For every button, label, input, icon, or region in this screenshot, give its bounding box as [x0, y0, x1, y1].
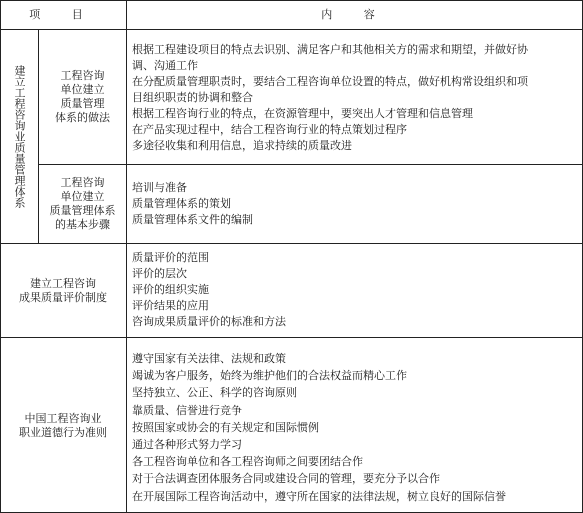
row2-label-line: 工程咨询	[60, 176, 105, 189]
row1-content-line: 根据工程咨询行业的特点，在资源管理中，要突出人才管理和信息管理	[132, 107, 473, 120]
row4-content	[132, 350, 506, 505]
header-content-text: 内 容	[321, 7, 389, 21]
header-item	[0, 0, 126, 29]
row1-label-line: 单位建立	[60, 83, 105, 96]
row4-label	[0, 338, 126, 513]
row1-label-line: 工程咨询	[60, 69, 105, 82]
row4-content-line: 通过各种形式努力学习	[132, 438, 242, 452]
row4-content-line: 靠质量、信誉进行竞争	[132, 403, 242, 417]
row3-label-line: 成果质量评价制度	[19, 290, 107, 304]
row1-label-line: 质量管理	[60, 97, 105, 110]
group1-label-text: 建立工程咨询业质量管理体系	[13, 65, 26, 208]
row2-label-line: 质量管理体系	[49, 204, 116, 217]
row1-label-line: 体系的做法	[55, 111, 110, 124]
row2-content-line: 培训与准备	[132, 181, 187, 194]
row4-content-line: 在开展国际工程咨询活动中，遵守所在国家的法律法规，树立良好的国际信誉	[132, 489, 506, 503]
row4-content-line: 各工程咨询单位和各工程咨询师之间要团结合作	[132, 455, 363, 469]
row3-content-line: 评价的组织实施	[132, 283, 209, 296]
row1-content-line: 根据工程建设项目的特点去识别、满足客户和其他相关方的需求和期望，并做好协	[132, 43, 528, 56]
row4-content-line: 按照国家或协会的有关规定和国际惯例	[132, 420, 319, 434]
row2-content-line: 质量管理体系的策划	[132, 197, 231, 210]
row4-content-line: 对于合法调查团体服务合同或建设合同的管理，要充分予以合作	[132, 472, 440, 486]
group1-label	[0, 30, 38, 243]
row3-content-line: 咨询成果质量评价的标准和方法	[132, 315, 286, 328]
row3-content-line: 评价的层次	[132, 267, 187, 280]
row3-label-line: 建立工程咨询	[30, 276, 96, 290]
row2-label-line: 的基本步骤	[55, 218, 110, 231]
header-item-text: 项 目	[29, 7, 97, 21]
row2-content-line: 质量管理体系文件的编制	[132, 213, 253, 226]
row4-content-line: 遵守国家有关法律、法规和政策	[132, 352, 286, 365]
row2-label	[39, 165, 126, 243]
row1-content-line: 在产品实现过程中，结合工程咨询行业的特点策划过程序	[132, 123, 407, 136]
row4-label-line: 中国工程咨询业	[24, 411, 102, 425]
row3-content	[132, 250, 286, 330]
header-content	[127, 0, 583, 29]
row1-content	[132, 42, 528, 154]
row2-content	[132, 180, 253, 228]
row1-content-line: 多途径收集和利用信息，追求持续的质量改进	[132, 139, 352, 152]
row4-content-line: 坚持独立、公正、科学的咨询原则	[132, 386, 297, 400]
row2-label-line: 单位建立	[60, 190, 105, 203]
row1-content-line: 调、沟通工作	[132, 59, 198, 72]
row3-content-line: 质量评价的范围	[132, 251, 209, 264]
row1-content-line: 目组织职责的协调和整合	[132, 91, 253, 104]
row1-content-line: 在分配质量管理职责时，要结合工程咨询单位设置的特点，做好机构常设组织和项	[132, 75, 528, 88]
row4-label-line: 职业道德行为准则	[19, 425, 107, 439]
row3-label	[0, 244, 126, 337]
row4-content-line: 竭诚为客户服务，始终为维护他们的合法权益而精心工作	[132, 369, 407, 383]
column-divider	[126, 0, 127, 513]
row3-content-line: 评价结果的应用	[132, 299, 209, 312]
row1-label	[39, 30, 126, 164]
